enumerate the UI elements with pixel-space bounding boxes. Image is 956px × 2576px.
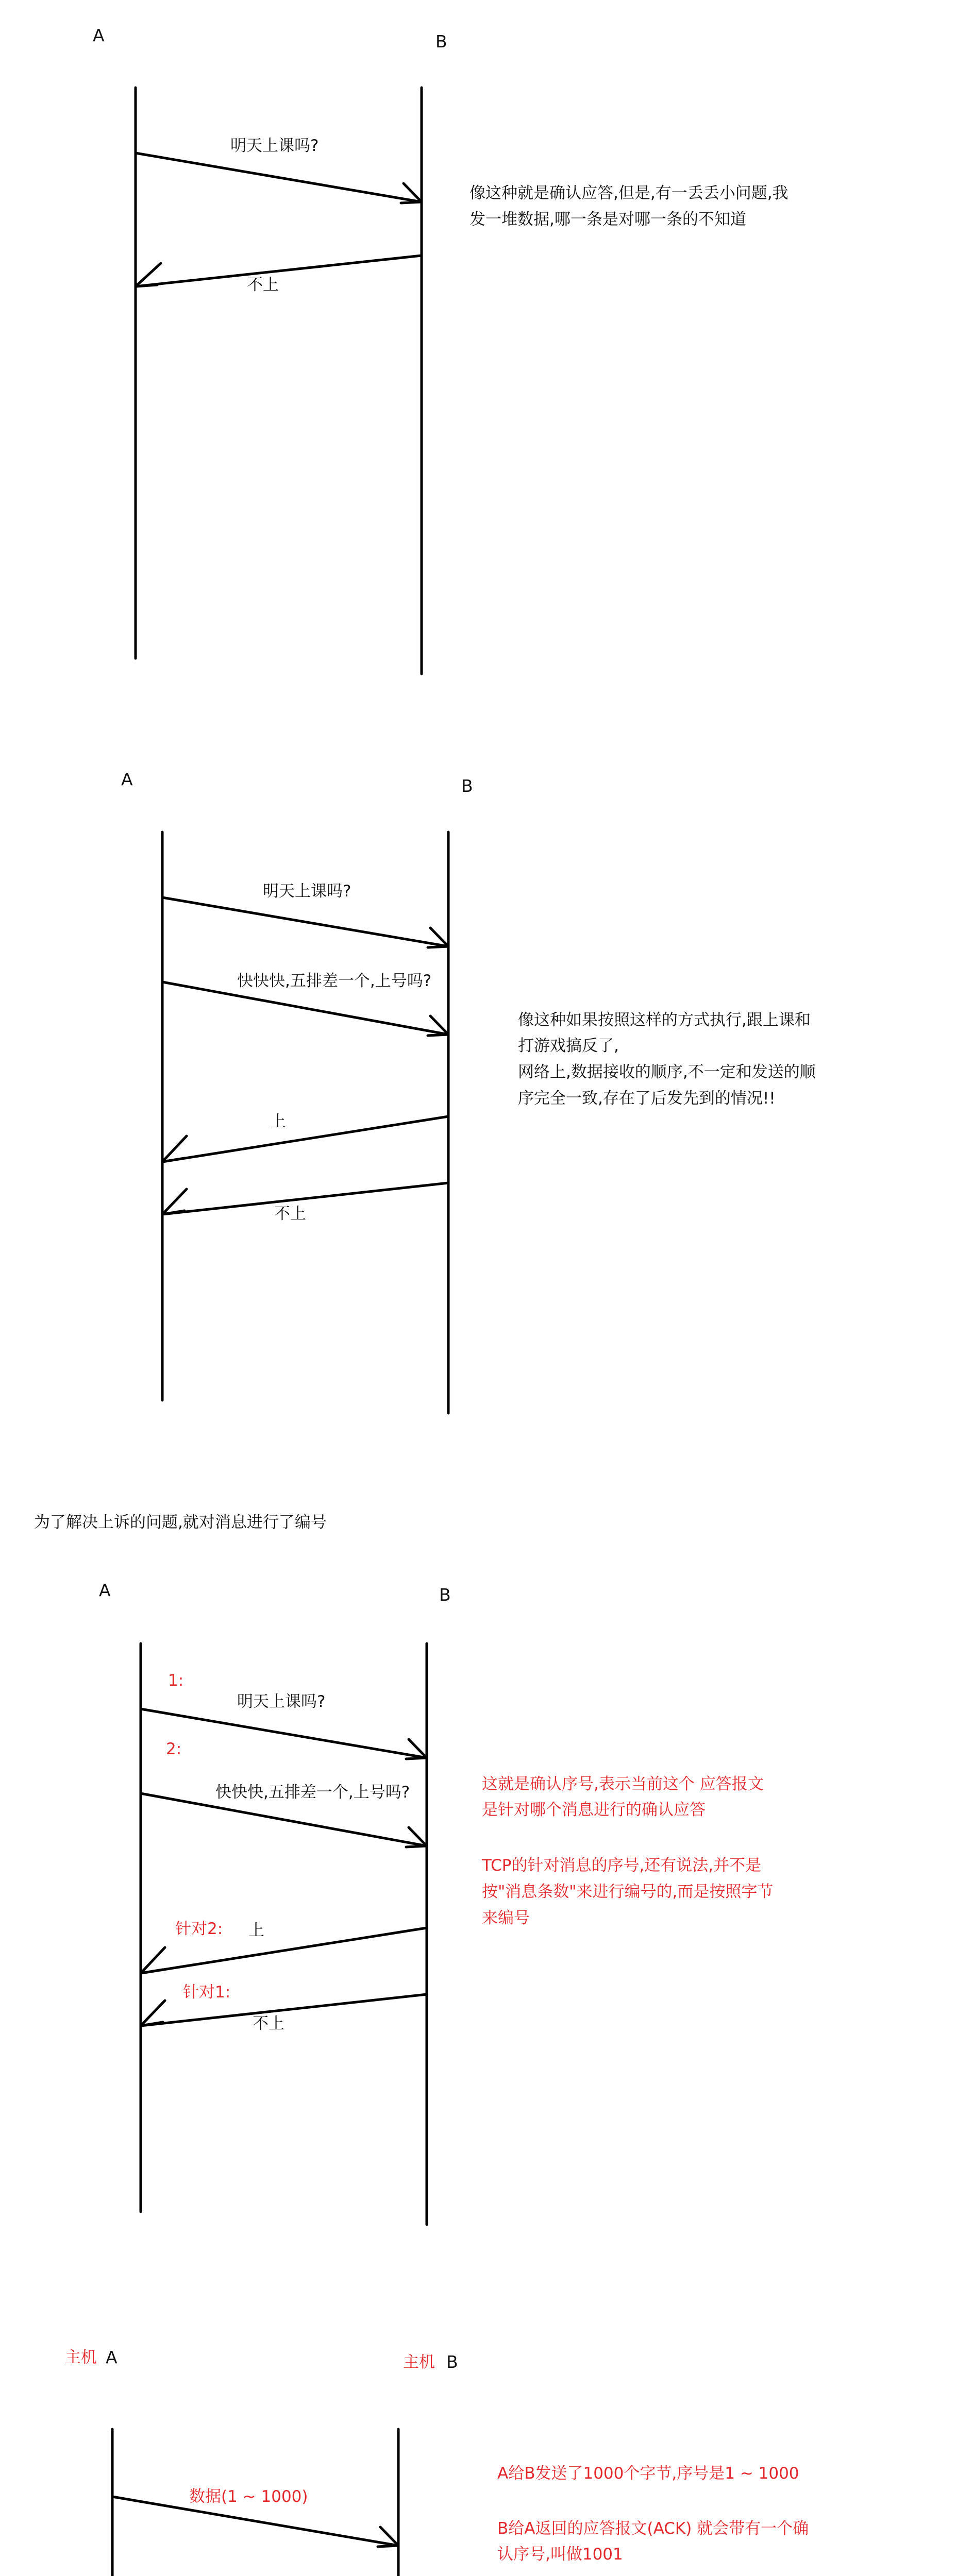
intro-text: 为了解决上诉的问题,就对消息进行了编号 [34, 1513, 327, 1532]
d2-msg-reply2: 不上 [274, 1205, 306, 1223]
d3-label-b: B [439, 1585, 451, 1605]
diagram-3 [99, 1580, 773, 2225]
d2-label-a: A [121, 769, 133, 789]
d2-msg-ask2: 快快快,五排差一个,上号吗? [237, 972, 432, 990]
d1-arrow-ask [136, 153, 422, 202]
d3-note-3: TCP的针对消息的序号,还有说法,并不是 [482, 1856, 762, 1875]
d2-arrowhead-reply1 [162, 1136, 187, 1162]
d3-label-a: A [99, 1580, 111, 1600]
d3-arrowhead-reply1 [141, 1947, 165, 1973]
d4-data1: 数据(1 ~ 1000) [189, 2487, 308, 2506]
d3-note-4: 按"消息条数"来进行编号的,而是按照字节 [482, 1883, 774, 1901]
d1-label-b: B [435, 31, 447, 52]
d1-msg-ask: 明天上课吗? [230, 137, 319, 155]
diagram-2 [121, 769, 816, 1413]
diagram-4 [65, 2347, 826, 2576]
d3-reply-2: 不上 [253, 2014, 284, 2033]
d4-note-2: B给A返回的应答报文(ACK) 就会带有一个确 [497, 2519, 809, 2538]
d2-arrowhead-reply2 [162, 1189, 187, 1214]
d1-label-a: A [93, 25, 105, 45]
d4-host-a-prefix: 主机 [65, 2348, 97, 2367]
d3-for-2: 针对2: [175, 1920, 223, 1938]
d3-msg-ask2: 快快快,五排差一个,上号吗? [215, 1783, 410, 1802]
d2-msg-reply1: 上 [270, 1112, 286, 1131]
d3-num-2: 2: [166, 1740, 182, 1758]
d1-note-1: 像这种就是确认应答,但是,有一丢丢小问题,我 [469, 184, 789, 202]
d4-note-3: 认序号,叫做1001 [497, 2545, 623, 2564]
diagram-1 [93, 25, 789, 674]
d3-num-1: 1: [168, 1671, 184, 1690]
d2-note-1: 像这种如果按照这样的方式执行,跟上课和 [518, 1011, 811, 1029]
d4-note-1: A给B发送了1000个字节,序号是1 ~ 1000 [497, 2464, 799, 2483]
d2-arrow-ask [162, 897, 448, 946]
d4-host-b-prefix: 主机 [403, 2353, 435, 2371]
d2-note-2: 打游戏搞反了, [518, 1037, 619, 1055]
d2-note-3: 网络上,数据接收的顺序,不一定和发送的顺 [518, 1063, 816, 1081]
d3-arrowhead-reply2 [141, 2001, 165, 2026]
d2-note-4: 序完全一致,存在了后发先到的情况!! [518, 1089, 776, 1108]
d2-arrow-reply1 [162, 1116, 448, 1162]
d1-msg-reply: 不上 [247, 276, 279, 294]
d1-note-2: 发一堆数据,哪一条是对哪一条的不知道 [469, 210, 746, 229]
d2-label-b: B [461, 776, 473, 796]
d4-label-a: A [106, 2347, 118, 2367]
d3-note-5: 来编号 [482, 1909, 530, 1927]
d3-reply-1: 上 [248, 1921, 264, 1940]
d4-label-b: B [446, 2352, 458, 2372]
d3-for-1: 针对1: [183, 1983, 231, 2002]
d3-arrow-ask [141, 1709, 427, 1758]
d3-note-1: 这就是确认序号,表示当前这个 应答报文 [482, 1775, 764, 1793]
d2-msg-ask: 明天上课吗? [263, 882, 351, 901]
d3-note-2: 是针对哪个消息进行的确认应答 [482, 1801, 706, 1819]
d3-msg-ask: 明天上课吗? [237, 1692, 326, 1711]
